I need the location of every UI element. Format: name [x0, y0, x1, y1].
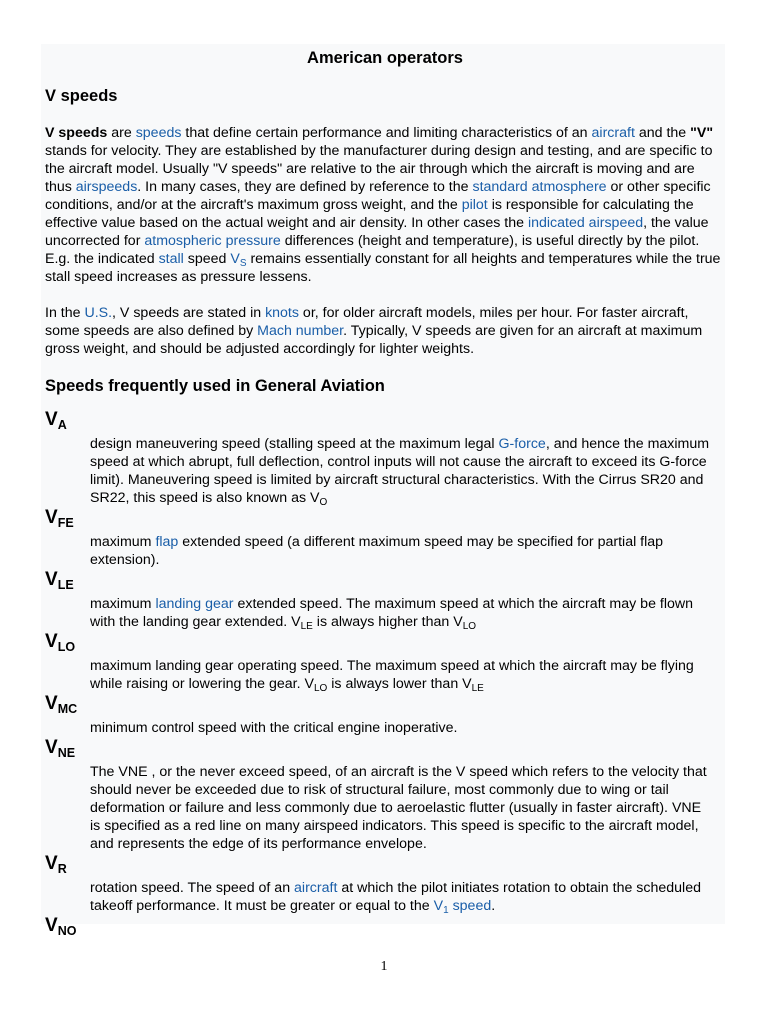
page-number: 1 [380, 959, 388, 974]
link-landing-gear[interactable]: landing gear [155, 596, 234, 612]
term-vlo: $V_{LO}$ [45, 631, 76, 654]
article-content [41, 47, 725, 937]
link-vs[interactable]: $V_S$ [230, 251, 247, 269]
page-title: American operators [307, 49, 463, 67]
link-indicated-airspeed[interactable]: indicated airspeed [527, 215, 644, 231]
heading-v-speeds: V speeds [45, 87, 118, 105]
definition-vmc: minimum control speed with the critical engine inoperative. [90, 720, 458, 736]
link-speeds[interactable]: speeds [135, 125, 182, 141]
term-vr: $V_R$ [45, 853, 67, 876]
link-us[interactable]: U.S. [84, 305, 113, 321]
term-vno: $V_{NO}$ [45, 915, 77, 938]
link-aircraft[interactable]: aircraft [591, 125, 635, 141]
intro-paragraph: V speeds are speeds that define certain performance and limiting characteristics of an aircraft and the "V" stands for velocity. They are established by the manufacturer during design and testing, and are specific to the aircraft model. Usually "V speeds" are relative to the air through which the aircraft is moving and are thus airspeeds. In many cases, they are defined by reference to the standard atmosphere or other specific conditions, and/or at the aircraft's maximum gross weight, and the pilot is responsible for calculating the effective value based on the actual weight and air density. In other cases the indicated airspeed, the value uncorrected for atmospheric pressure differences (height and temperature), is useful directly by the pilot. E.g. the indicated stall speed $V_S$ remains essentially constant for all heights and temperatures while the true stall speed increases as pressure lessens. [45, 125, 721, 285]
link-atmospheric-pressure[interactable]: atmospheric pressure [144, 233, 281, 249]
definition-vlo: maximum landing gear operating speed. The maximum speed at which the aircraft may be flying while raising or lowering the gear. $V_{LO}$ is always lower than $V_{LE}$ [90, 658, 694, 694]
document-panel [41, 44, 725, 938]
units-paragraph: In the U.S., V speeds are stated in knots or, for older aircraft models, miles per hour. For faster aircraft, some speeds are also defined by Mach number. Typically, V speeds are given for an aircraft at maximum gross weight, and should be adjusted accordingly for lighter weights. [45, 305, 703, 357]
term-vfe: $V_{FE}$ [45, 507, 74, 530]
definition-va: design maneuvering speed (stalling speed at the maximum legal G-force, and hence the maximum speed at which abrupt, full deflection, control inputs will not cause the aircraft to exceed its G-force limit). Maneuvering speed is limited by aircraft structural characteristics. With the Cirrus SR20 and SR22, this speed is also known as $V_O$ [90, 436, 710, 508]
definition-vr: rotation speed. The speed of an aircraft at which the pilot initiates rotation to obtain the scheduled takeoff performance. It must be greater or equal to the $V_1$ speed. [90, 880, 701, 916]
term-vmc: $V_{MC}$ [45, 693, 78, 716]
link-pilot[interactable]: pilot [461, 197, 488, 213]
term-vne: $V_{NE}$ [45, 737, 76, 760]
link-stall[interactable]: stall [158, 251, 184, 267]
term-va: $V_A$ [45, 409, 67, 432]
heading-general-aviation: Speeds frequently used in General Aviation [45, 377, 385, 395]
link-aircraft-2[interactable]: aircraft [294, 880, 338, 896]
speed-definition-list [45, 409, 725, 937]
term-vle: $V_{LE}$ [45, 569, 74, 592]
definition-vle: maximum landing gear extended speed. The maximum speed at which the aircraft may be flown with the landing gear extended. $V_{LE}$ is always higher than $V_{LO}$ [90, 596, 694, 632]
link-flap[interactable]: flap [155, 534, 179, 550]
definition-vfe: maximum flap extended speed (a different maximum speed may be specified for partial flap extension). [90, 534, 664, 568]
definition-vne: The VNE , or the never exceed speed, of an aircraft is the V speed which refers to the velocity that should never be exceeded due to risk of structural failure, most commonly due to wing or tail deformation or failure and less commonly due to aeroelastic flutter (usually in faster aircraft). VNE is specified as a red line on many airspeed indicators. This speed is specific to the aircraft model, and represents the edge of its performance envelope. [90, 764, 707, 852]
link-airspeeds[interactable]: airspeeds [75, 179, 138, 195]
link-v1-speed[interactable]: $V_1$ speed [433, 898, 492, 916]
term-v-speeds-bold: V speeds [45, 125, 108, 141]
link-knots[interactable]: knots [265, 305, 299, 321]
link-standard-atmosphere[interactable]: standard atmosphere [472, 179, 607, 195]
bold-v: "V" [690, 125, 714, 141]
link-g-force[interactable]: G-force [498, 436, 546, 452]
link-mach-number[interactable]: Mach number [257, 323, 344, 339]
